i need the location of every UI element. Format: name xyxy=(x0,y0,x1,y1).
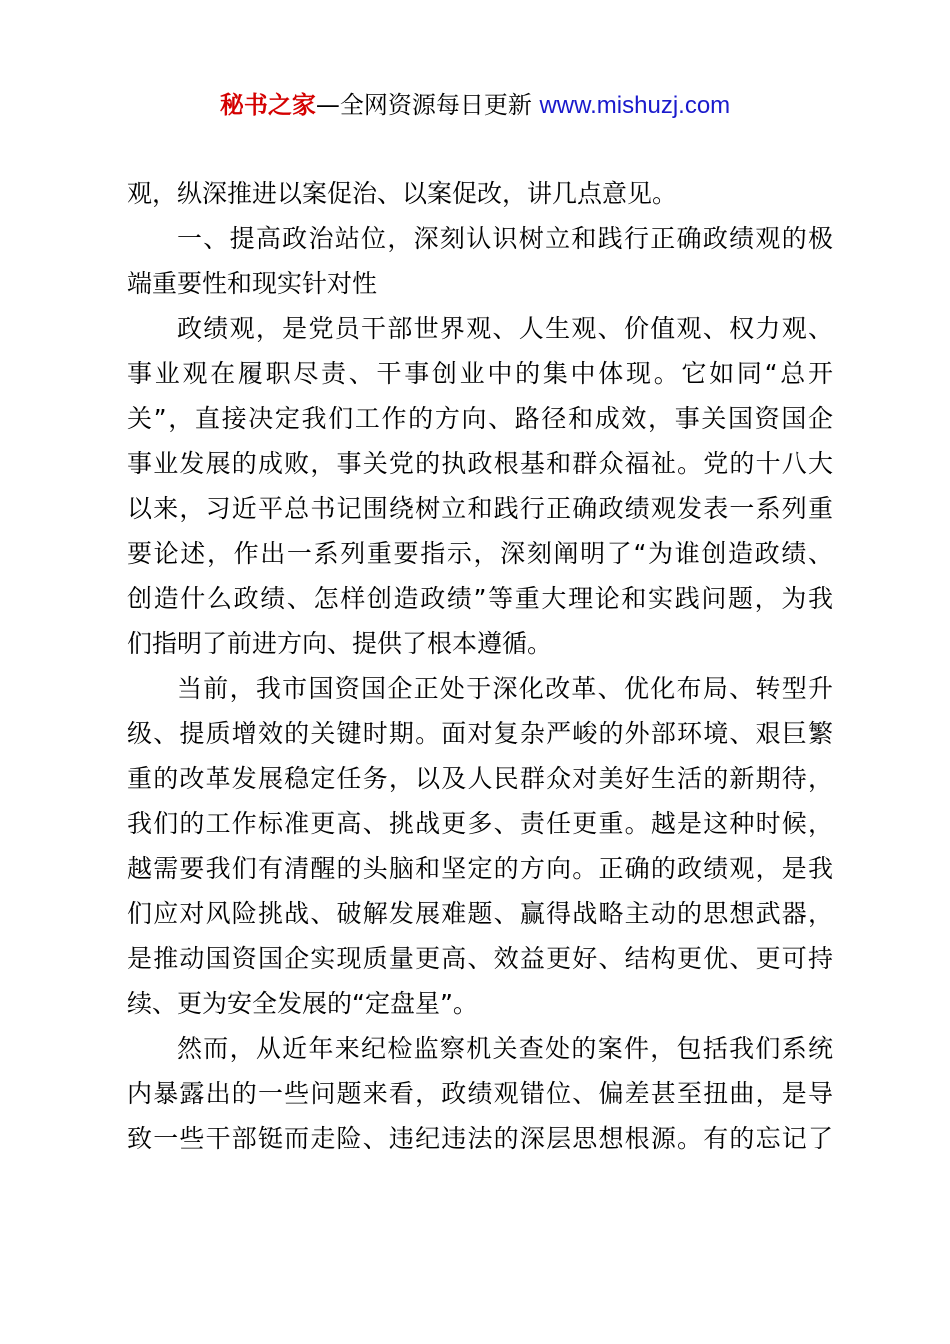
text-line: 内暴露出的一些问题来看，政绩观错位、偏差甚至扭曲，是导 xyxy=(127,1079,833,1108)
text-line: 政绩观，是党员干部世界观、人生观、价值观、权力观、 xyxy=(177,314,833,343)
text-line: 级、提质增效的关键时期。面对复杂严峻的外部环境、艰巨繁 xyxy=(127,719,833,748)
website-url[interactable]: www.mishuzj.com xyxy=(539,92,731,119)
text-line: 观，纵深推进以案促治、以案促改，讲几点意见。 xyxy=(127,179,678,208)
text-line: 端重要性和现实针对性 xyxy=(127,269,378,298)
text-line: 续、更为安全发展的“定盘星”。 xyxy=(127,989,478,1018)
text-line: 我们的工作标准更高、挑战更多、责任更重。越是这种时候， xyxy=(127,809,833,838)
text-line: 致一些干部铤而走险、违纪违法的深层思想根源。有的忘记了 xyxy=(127,1124,833,1153)
text-line: 然而，从近年来纪检监察机关查处的案件，包括我们系统 xyxy=(177,1034,833,1063)
text-line: 以来，习近平总书记围绕树立和践行正确政绩观发表一系列重 xyxy=(127,494,833,523)
page-header xyxy=(0,88,950,123)
document-body xyxy=(127,171,833,1161)
text-line: 们指明了前进方向、提供了根本遵循。 xyxy=(127,629,553,658)
text-line: 一、提高政治站位，深刻认识树立和践行正确政绩观的极 xyxy=(177,224,833,253)
text-line: 越需要我们有清醒的头脑和坚定的方向。正确的政绩观，是我 xyxy=(127,854,833,883)
text-line: 们应对风险挑战、破解发展难题、赢得战略主动的思想武器， xyxy=(127,899,833,928)
text-line: 要论述，作出一系列重要指示，深刻阐明了“为谁创造政绩、 xyxy=(127,539,833,568)
text-line: 当前，我市国资国企正处于深化改革、优化布局、转型升 xyxy=(177,674,833,703)
text-line: 重的改革发展稳定任务，以及人民群众对美好生活的新期待， xyxy=(127,764,833,793)
brand-name: 秘书之家 xyxy=(219,91,316,119)
header-tagline: —全网资源每日更新 xyxy=(315,91,532,119)
text-line: 关”，直接决定我们工作的方向、路径和成效，事关国资国企 xyxy=(127,404,833,433)
text-line: 创造什么政绩、怎样创造政绩”等重大理论和实践问题，为我 xyxy=(127,584,833,613)
text-line: 事业观在履职尽责、干事创业中的集中体现。它如同“总开 xyxy=(127,359,833,388)
text-line: 事业发展的成败，事关党的执政根基和群众福祉。党的十八大 xyxy=(127,449,833,478)
text-line: 是推动国资国企实现质量更高、效益更好、结构更优、更可持 xyxy=(127,944,833,973)
